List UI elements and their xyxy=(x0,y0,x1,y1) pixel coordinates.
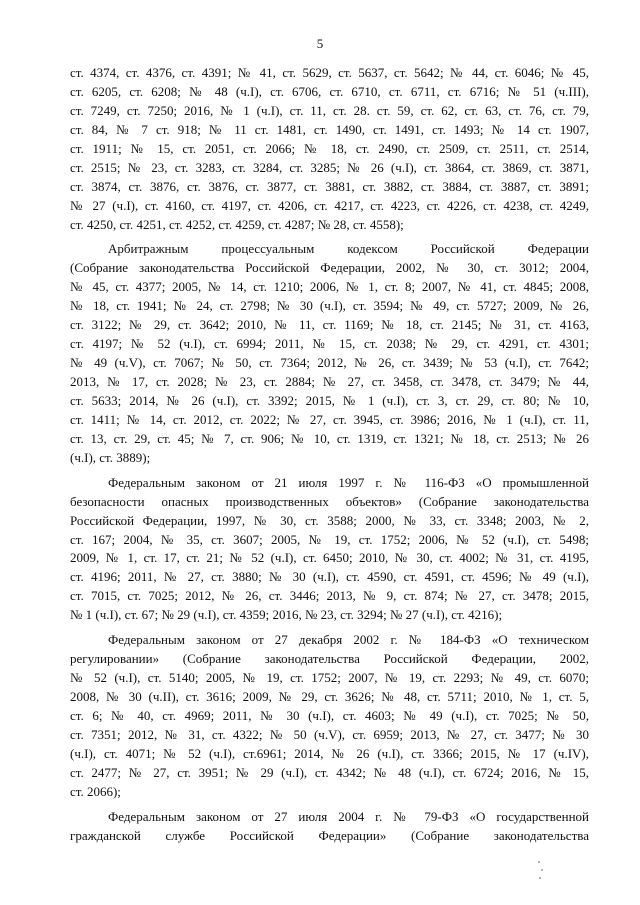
text-line: № 52 (ч.I), ст. 5140; 2005, № 19, ст. 1752; 2007, № 19, ст. 2293; № 49, ст. 6070; xyxy=(70,670,589,686)
text-line: № 45, ст. 4377; 2005, № 14, ст. 1210; 2006, № 1, ст. 8; 2007, № 41, ст. 4845; 2008, xyxy=(70,279,589,295)
text-line: № 27 (ч.I), ст. 4160, ст. 4197, ст. 4206, ст. 4217, ст. 4223, ст. 4226, ст. 4238, ст. 4249, xyxy=(70,197,589,213)
text-line: 2009, № 1, ст. 17, ст. 21; № 52 (ч.I), ст. 6450; 2010, № 30, ст. 4002; № 31, ст. 4195, xyxy=(70,550,589,566)
text-line: ст. 13, ст. 29, ст. 45; № 7, ст. 906; № 10, ст. 1319, ст. 1321; № 18, ст. 2513; № 26 xyxy=(70,430,589,446)
text-line: 2013, № 17, ст. 2028; № 23, ст. 2884; № 27, ст. 3458, ст. 3478, ст. 3479; № 44, xyxy=(70,374,589,389)
text-line: № 49 (ч.V), ст. 7067; № 50, ст. 7364; 2012, № 26, ст. 3439; № 53 (ч.I), ст. 7642; xyxy=(70,355,589,371)
text-line: ст. 4250, ст. 4251, ст. 4252, ст. 4259, ст. 4287; № 28, ст. 4558); xyxy=(70,216,404,232)
text-line: ст. 1911; № 15, ст. 2051, ст. 2066; № 18, ст. 2490, ст. 2509, ст. 2511, ст. 2514, xyxy=(70,140,589,156)
page-number: 5 xyxy=(316,36,324,51)
text-line: ст. 7351; 2012, № 31, ст. 4322; № 50 (ч.V), ст. 6959; 2013, № 27, ст. 3477; № 30 xyxy=(70,726,589,742)
text-line: безопасности опасных производственных объектов» (Собрание законодательства xyxy=(70,493,589,509)
paragraph xyxy=(70,64,589,234)
text-line: Федеральным законом от 21 июля 1997 г. № 116-ФЗ «О промышленной xyxy=(108,474,589,490)
text-line: ст. 5633; 2014, № 26 (ч.I), ст. 3392; 2015, № 1 (ч.I), ст. 3, ст. 29, ст. 80; № 10, xyxy=(70,392,589,408)
text-line: ст. 4374, ст. 4376, ст. 4391; № 41, ст. 5629, ст. 5637, ст. 5642; № 44, ст. 6046; № 45, xyxy=(70,65,589,80)
scan-artifact xyxy=(541,869,543,871)
text-line: ст. 1411; № 14, ст. 2012, ст. 2022; № 27, ст. 3945, ст. 3986; 2016, № 1 (ч.I), ст. 11, xyxy=(70,411,589,427)
text-line: ст. 2066); xyxy=(70,783,121,799)
text-line: ст. 7249, ст. 7250; 2016, № 1 (ч.I), ст. 11, ст. 28. ст. 59, ст. 62, ст. 63, ст. 76, ст. 79, xyxy=(70,102,589,118)
text-line: Федеральным законом от 27 июля 2004 г. № 79-ФЗ «О государственной xyxy=(108,808,589,824)
text-line: ст. 2477; № 27, ст. 3951; № 29 (ч.I), ст. 4342; № 48 (ч.I), ст. 6724; 2016, № 15, xyxy=(70,764,589,780)
paragraph xyxy=(70,240,589,467)
text-line: ст. 167; 2004, № 35, ст. 3607; 2005, № 19, ст. 1752; 2006, № 52 (ч.I), ст. 5498; xyxy=(70,531,589,547)
text-line: ст. 84, № 7 ст. 918; № 11 ст. 1481, ст. 1490, ст. 1491, ст. 1493; № 14 ст. 1907, xyxy=(70,121,589,137)
text-line: (Собрание законодательства Российской Федерации, 2002, № 30, ст. 3012; 2004, xyxy=(70,260,589,276)
document-body xyxy=(70,64,589,846)
text-line: ст. 4196; 2011, № 27, ст. 3880; № 30 (ч.I), ст. 4590, ст. 4591, ст. 4596; № 49 (ч.I), xyxy=(70,569,589,585)
text-line: (ч.I), ст. 3889); xyxy=(70,449,151,465)
scan-artifact xyxy=(538,861,540,863)
text-line: Федеральным законом от 27 декабря 2002 г. № 184-ФЗ «О техническом xyxy=(108,632,589,648)
text-line: ст. 7015, ст. 7025; 2012, № 26, ст. 3446; 2013, № 9, ст. 874; № 27, ст. 3478; 2015, xyxy=(70,588,589,604)
text-line: ст. 4197; № 52 (ч.I), ст. 6994; 2011, № 15, ст. 2038; № 29, ст. 4291, ст. 4301; xyxy=(70,336,589,352)
text-line: регулировании» (Собрание законодательства Российской Федерации, 2002, xyxy=(70,651,589,667)
text-line: № 1 (ч.I), ст. 67; № 29 (ч.I), ст. 4359; 2016, № 23, ст. 3294; № 27 (ч.I), ст. 4216); xyxy=(70,607,503,623)
text-line: Российской Федерации, 1997, № 30, ст. 3588; 2000, № 33, ст. 3348; 2003, № 2, xyxy=(70,512,589,528)
paragraph xyxy=(70,631,589,801)
paragraph xyxy=(70,808,589,846)
paragraph xyxy=(70,474,589,626)
text-line: ст. 3122; № 29, ст. 3642; 2010, № 11, ст. 1169; № 18, ст. 2145; № 31, ст. 4163, xyxy=(70,317,589,333)
scan-artifact xyxy=(539,877,541,879)
text-line: ст. 2515; № 23, ст. 3283, ст. 3284, ст. 3285; № 26 (ч.I), ст. 3864, ст. 3869, ст. 3871, xyxy=(70,159,589,175)
text-line: гражданской службе Российской Федерации» (Собрание законодательства xyxy=(70,827,589,843)
text-line: Арбитражным процессуальным кодексом Российской Федерации xyxy=(108,241,589,257)
text-line: № 18, ст. 1941; № 24, ст. 2798; № 30 (ч.I), ст. 3594; № 49, ст. 5727; 2009, № 26, xyxy=(70,298,589,314)
text-line: (ч.I), ст. 4071; № 52 (ч.I), ст.6961; 2014, № 26 (ч.I), ст. 3366; 2015, № 17 (ч.IV), xyxy=(70,745,589,761)
text-line: ст. 3874, ст. 3876, ст. 3876, ст. 3877, ст. 3881, ст. 3882, ст. 3884, ст. 3887, ст. 3891; xyxy=(70,178,589,194)
text-line: 2008, № 30 (ч.II), ст. 3616; 2009, № 29, ст. 3626; № 48, ст. 5711; 2010, № 1, ст. 5, xyxy=(70,689,589,704)
text-line: ст. 6; № 40, ст. 4969; 2011, № 30 (ч.I), ст. 4603; № 49 (ч.I), ст. 7025; № 50, xyxy=(70,707,589,723)
text-line: ст. 6205, ст. 6208; № 48 (ч.I), ст. 6706, ст. 6710, ст. 6711, ст. 6716; № 51 (ч.III), xyxy=(70,83,589,99)
